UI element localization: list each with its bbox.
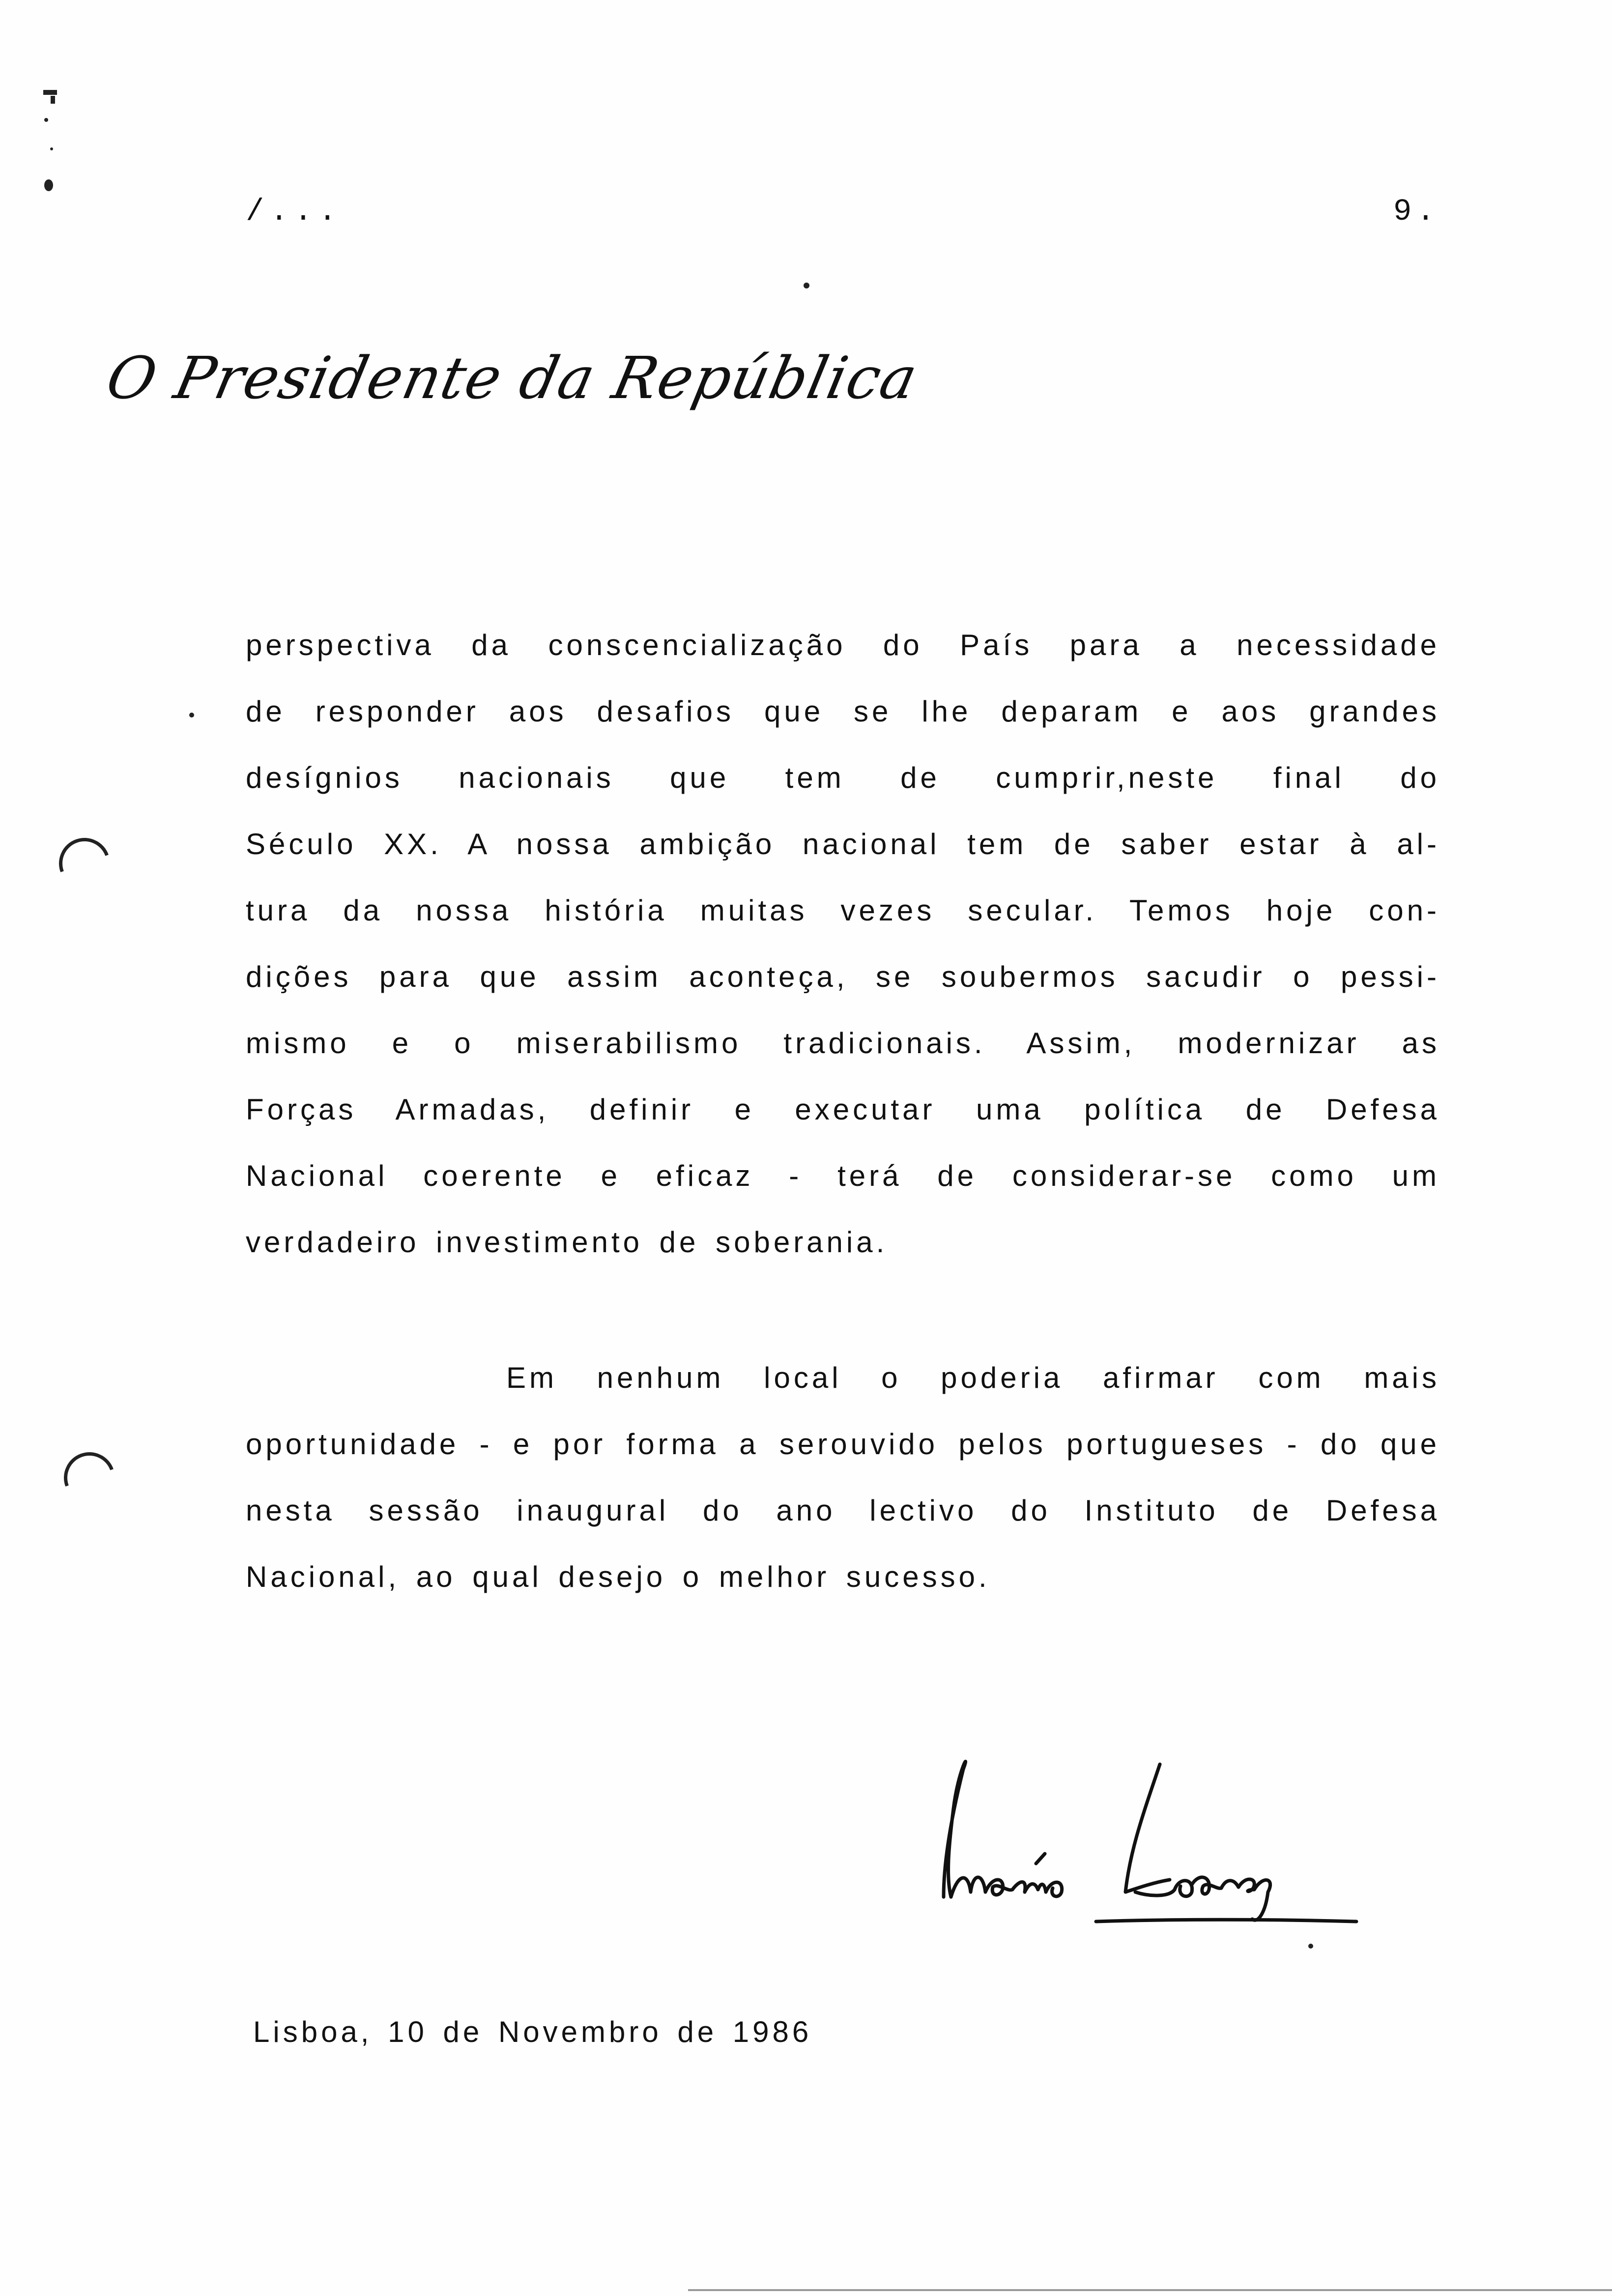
text-line: Em nenhum local o poderia afirmar com mais	[506, 1361, 1440, 1394]
page-number: 9.	[1393, 194, 1440, 229]
handwritten-signature	[924, 1750, 1366, 1936]
scan-artifact-mark	[50, 147, 53, 150]
scan-artifact-mark	[1308, 1944, 1313, 1949]
text-line: perspectiva da conscencialização do País para a necessidade	[246, 629, 1440, 661]
scan-artifact-mark	[804, 283, 809, 288]
text-line: tura da nossa história muitas vezes secular. Temos hoje con-	[246, 894, 1440, 927]
place-and-date: Lisboa, 10 de Novembro de 1986	[253, 2015, 812, 2048]
scan-artifact-mark	[688, 2289, 1612, 2291]
text-line: mismo e o miserabilismo tradicionais. Assim, modernizar as	[246, 1027, 1440, 1060]
text-line: Século XX. A nossa ambição nacional tem de saber estar à al-	[246, 828, 1440, 861]
scan-artifact-mark	[43, 90, 57, 95]
letterhead-title: O Presidente da República	[101, 344, 924, 412]
scan-artifact-mark	[44, 118, 48, 122]
text-line: dições para que assim aconteça, se soubermos sacudir o pessi-	[246, 960, 1440, 993]
text-line: verdadeiro investimento de soberania.	[246, 1226, 888, 1259]
scan-artifact-mark	[51, 96, 55, 104]
text-line: Nacional, ao qual desejo o melhor sucesso.	[246, 1560, 990, 1593]
continuation-marker: /...	[246, 194, 343, 229]
text-line: de responder aos desafios que se lhe deparam e aos grandes	[246, 695, 1440, 728]
text-line: nesta sessão inaugural do ano lectivo do Instituto de Defesa	[246, 1494, 1440, 1527]
punch-hole-mark	[56, 1444, 123, 1512]
signature-drawing	[924, 1750, 1366, 1936]
punch-hole-mark	[51, 830, 118, 897]
text-line: oportunidade - e por forma a serouvido pelos portugueses - do que	[246, 1428, 1440, 1461]
text-line: Nacional coerente e eficaz - terá de considerar-se como um	[246, 1159, 1440, 1192]
scan-artifact-mark	[189, 713, 194, 718]
body-paragraph-2	[246, 1345, 1440, 1610]
scan-artifact-mark	[44, 179, 53, 191]
body-paragraph-1	[246, 612, 1440, 1275]
text-line: Forças Armadas, definir e executar uma política de Defesa	[246, 1093, 1440, 1126]
text-line: desígnios nacionais que tem de cumprir,neste final do	[246, 761, 1440, 794]
